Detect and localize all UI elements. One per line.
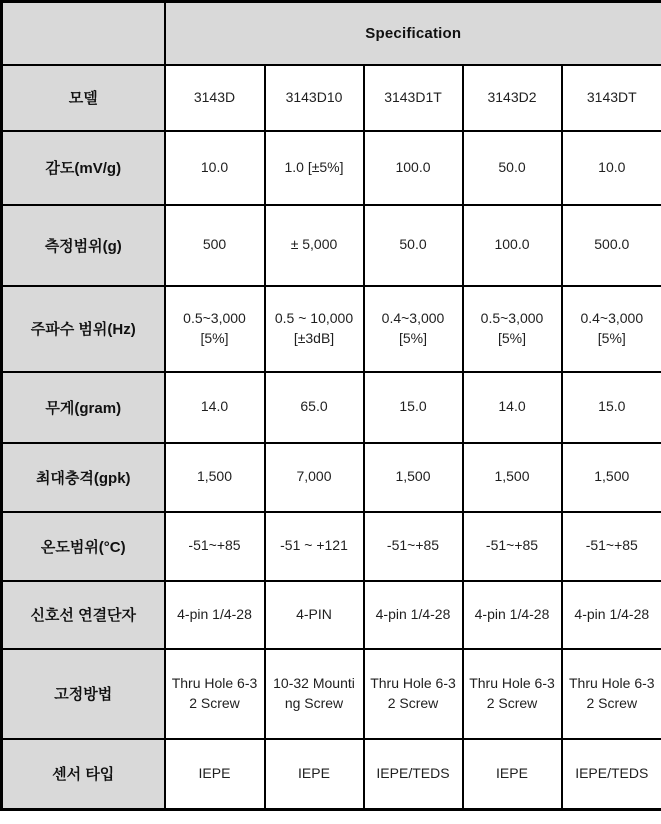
row-label-signal-connector: 신호선 연결단자 bbox=[2, 581, 165, 649]
table-row bbox=[2, 739, 661, 810]
row-label-max-shock: 최대충격(gpk) bbox=[2, 443, 165, 512]
spec-cell: 0.4~3,000 [5%] bbox=[562, 286, 661, 372]
spec-cell: 0.5~3,000 [5%] bbox=[463, 286, 562, 372]
spec-cell: 15.0 bbox=[364, 372, 463, 443]
row-label-mounting-method: 고정방법 bbox=[2, 649, 165, 739]
table-row bbox=[2, 581, 661, 649]
table-row bbox=[2, 649, 661, 739]
spec-cell: IEPE/TEDS bbox=[364, 739, 463, 810]
spec-cell: 65.0 bbox=[265, 372, 364, 443]
spec-cell: Thru Hole 6-32 Screw bbox=[463, 649, 562, 739]
spec-cell: 0.5~3,000 [5%] bbox=[165, 286, 265, 372]
table-row bbox=[2, 372, 661, 443]
spec-cell: 14.0 bbox=[463, 372, 562, 443]
spec-cell: 4-pin 1/4-28 bbox=[463, 581, 562, 649]
table-row bbox=[2, 131, 661, 205]
spec-cell: 3143D2 bbox=[463, 65, 562, 131]
spec-cell: 4-pin 1/4-28 bbox=[364, 581, 463, 649]
spec-cell: 500.0 bbox=[562, 205, 661, 286]
spec-cell: IEPE bbox=[463, 739, 562, 810]
row-label-weight: 무게(gram) bbox=[2, 372, 165, 443]
spec-cell: 3143D1T bbox=[364, 65, 463, 131]
spec-cell: 50.0 bbox=[364, 205, 463, 286]
spec-cell: 500 bbox=[165, 205, 265, 286]
corner-cell bbox=[2, 2, 165, 65]
spec-cell: 0.5 ~ 10,000 [±3dB] bbox=[265, 286, 364, 372]
spec-cell: 1,500 bbox=[463, 443, 562, 512]
spec-cell: 4-pin 1/4-28 bbox=[562, 581, 661, 649]
table-row bbox=[2, 443, 661, 512]
table-row bbox=[2, 286, 661, 372]
spec-cell: Thru Hole 6-32 Screw bbox=[165, 649, 265, 739]
spec-cell: Thru Hole 6-32 Screw bbox=[364, 649, 463, 739]
table-row bbox=[2, 2, 661, 65]
spec-cell: 1.0 [±5%] bbox=[265, 131, 364, 205]
row-label-temperature-range: 온도범위(°C) bbox=[2, 512, 165, 581]
spec-cell: 3143DT bbox=[562, 65, 661, 131]
table-row bbox=[2, 512, 661, 581]
spec-cell: 3143D10 bbox=[265, 65, 364, 131]
spec-cell: 100.0 bbox=[463, 205, 562, 286]
row-label-model: 모델 bbox=[2, 65, 165, 131]
spec-cell: 7,000 bbox=[265, 443, 364, 512]
spec-cell: IEPE/TEDS bbox=[562, 739, 661, 810]
table-row bbox=[2, 205, 661, 286]
spec-cell: 1,500 bbox=[165, 443, 265, 512]
row-label-frequency-range: 주파수 범위(Hz) bbox=[2, 286, 165, 372]
row-label-measurement-range: 측정범위(g) bbox=[2, 205, 165, 286]
spec-cell: -51~+85 bbox=[165, 512, 265, 581]
spec-cell: -51~+85 bbox=[562, 512, 661, 581]
spec-cell: -51 ~ +121 bbox=[265, 512, 364, 581]
row-label-sensor-type: 센서 타입 bbox=[2, 739, 165, 810]
spec-cell: 4-PIN bbox=[265, 581, 364, 649]
spec-cell: 1,500 bbox=[364, 443, 463, 512]
spec-cell: 4-pin 1/4-28 bbox=[165, 581, 265, 649]
row-label-sensitivity: 감도(mV/g) bbox=[2, 131, 165, 205]
spec-cell: 100.0 bbox=[364, 131, 463, 205]
spec-cell: 10.0 bbox=[562, 131, 661, 205]
specification-header: Specification bbox=[165, 2, 661, 65]
spec-cell: 14.0 bbox=[165, 372, 265, 443]
spec-cell: IEPE bbox=[165, 739, 265, 810]
spec-cell: Thru Hole 6-32 Screw bbox=[562, 649, 661, 739]
spec-cell: 1,500 bbox=[562, 443, 661, 512]
spec-cell: -51~+85 bbox=[364, 512, 463, 581]
spec-cell: ± 5,000 bbox=[265, 205, 364, 286]
spec-cell: 15.0 bbox=[562, 372, 661, 443]
spec-cell: 10.0 bbox=[165, 131, 265, 205]
table-row bbox=[2, 65, 661, 131]
spec-cell: -51~+85 bbox=[463, 512, 562, 581]
spec-cell: 50.0 bbox=[463, 131, 562, 205]
spec-cell: IEPE bbox=[265, 739, 364, 810]
spec-cell: 10-32 Mounting Screw bbox=[265, 649, 364, 739]
spec-cell: 0.4~3,000 [5%] bbox=[364, 286, 463, 372]
spec-cell: 3143D bbox=[165, 65, 265, 131]
